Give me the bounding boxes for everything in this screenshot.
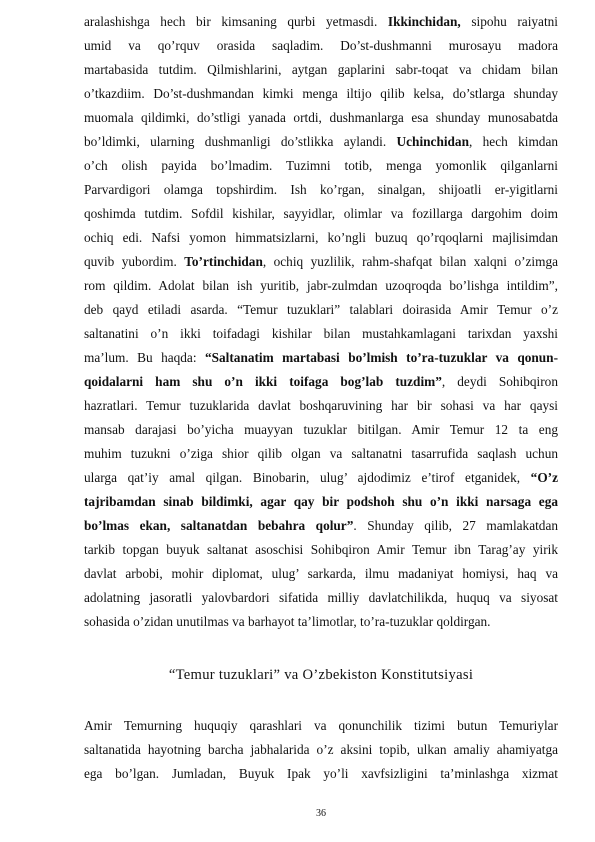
text-line: o’ch olish payida bo’lmadim. Tuzimni totib, menga yomonlik qilganlarni bbox=[84, 158, 558, 173]
text-line: ochiq edi. Nafsi yomon himmatsizlarni, ko’ngli buzuq qo’rqoqlarni majlisimdan bbox=[84, 230, 558, 245]
text-line: muomala qildimki, do’stligi yanada ortdi, dushmanlarga esa shunday munosabatda bbox=[84, 110, 558, 125]
emphasis: “Saltanatim martabasi bo’lmish to’ra-tuzuklar va qonun- bbox=[204, 350, 558, 365]
text-line bbox=[84, 490, 558, 514]
text-line: sohasida o’zidan unutilmas va barhayot ta’limotlar, to’ra-tuzuklar qoldirgan. bbox=[84, 614, 491, 629]
text-line: ma’lum. Bu haqda: “Saltanatim martabasi bo’lmish to’ra-tuzuklar va qonun- bbox=[84, 350, 558, 365]
emphasis: “O’z bbox=[530, 470, 558, 485]
text-line: hazratlari. Temur tuzuklarida davlat boshqaruvining har bir sohasi va har qaysi bbox=[84, 398, 558, 413]
text-line: davlat arbobi, mohir diplomat, ulug’ sarkarda, ilmu madaniyat homiysi, haq va bbox=[84, 566, 558, 581]
text-line: deb qayd etiladi asarda. “Temur tuzuklari” talablari doirasida Amir Temur o’z bbox=[84, 302, 558, 317]
page-number: 36 bbox=[316, 808, 326, 819]
section-heading: “Temur tuzuklari” va O’zbekiston Konstitutsiyasi bbox=[168, 667, 474, 683]
text-line: aralashishga hech bir kimsaning qurbi yetmasdi. Ikkinchidan, sipohu raiyatni bbox=[84, 14, 558, 29]
emphasis: Ikkinchidan, bbox=[387, 14, 461, 29]
text-line: mansab darajasi bo’yicha muayyan tuzuklar bitilgan. Amir Temur 12 ta eng bbox=[84, 422, 558, 437]
text-line: quvib yubordim. To’rtinchidan, ochiq yuzlilik, rahm-shafqat bilan xalqni o’zimga bbox=[84, 254, 559, 269]
text-line: umid va qo’rquv orasida saqladim. Do’st-dushmanni murosayu madora bbox=[84, 38, 558, 53]
text-line: qoshimda tutdim. Sofdil kishilar, sayyidlar, olimlar va fozillarga dargohim doim bbox=[84, 206, 558, 221]
text-line: o’tkazdiim. Do’st-dushmandan kimki menga iltijo qilib kelsa, do’stlarga shunday bbox=[84, 86, 558, 101]
text-line: ularga qat’iy amal qilgan. Binobarin, ulug’ ajdodimiz e’tirof etganidek, “O’z bbox=[84, 470, 558, 485]
text-line: saltanatini o’n ikki toifadagi kishilar bilan mustahkamlagani tarixdan yaxshi bbox=[84, 326, 558, 341]
emphasis: bo’lmas ekan, saltanatdan bebahra qolur” bbox=[84, 518, 354, 533]
text-line: tarkib topgan buyuk saltanat asoschisi Sohibqiron Amir Temur ibn Tarag’ay yirik bbox=[84, 542, 558, 557]
main-paragraph bbox=[84, 10, 558, 634]
text-line: rom qildim. Adolat bilan ish yuritib, jabr-zulmdan uzoqroqda bo’lishga intildim”, bbox=[84, 278, 558, 293]
text-line: Parvardigori olamga topshirdim. Ish ko’rgan, sinalgan, shijoatli er-yigitlarni bbox=[84, 182, 558, 197]
text-line: martabasida tutdim. Qilmishlarini, aytgan gaplarini sabr-toqat va chidam bilan bbox=[84, 62, 558, 77]
emphasis: Uchinchidan bbox=[396, 134, 469, 149]
text-line: Amir Temurning huquqiy qarashlari va qonunchilik tizimi butun Temuriylar bbox=[84, 718, 558, 733]
text-line: bo’lmas ekan, saltanatdan bebahra qolur”. Shunday qilib, 27 mamlakatdan bbox=[84, 518, 558, 533]
emphasis: tajribamdan sinab bildimki, agar qay bir podshoh shu o’n ikki narsaga ega bbox=[84, 494, 558, 509]
emphasis: qoidalarni ham shu o’n ikki toifaga bog’lab tuzdim” bbox=[84, 374, 442, 389]
text-line: qoidalarni ham shu o’n ikki toifaga bog’lab tuzdim”, deydi Sohibqiron bbox=[84, 374, 558, 389]
text-line: muhim tuzukni o’ziga shior qilib olgan va saltanatni tasarrufida saqlash uchun bbox=[84, 446, 558, 461]
second-paragraph bbox=[84, 714, 558, 786]
text-line: saltanatida hayotning barcha jabhalarida o’z aksini topib, ulkan amaliy ahamiyatga bbox=[84, 742, 558, 757]
text-line: bo’ldimki, ularning dushmanligi do’stlikka aylandi. Uchinchidan, hech kimdan bbox=[84, 134, 558, 149]
text-line: ega bo’lgan. Jumladan, Buyuk Ipak yo’li xavfsizligini ta’minlashga xizmat bbox=[84, 766, 558, 781]
emphasis: To’rtinchidan bbox=[184, 254, 263, 269]
text-line: adolatning jasoratli yalovbardori sifatida milliy davlatchilikda, huquq va siyosat bbox=[84, 590, 558, 605]
